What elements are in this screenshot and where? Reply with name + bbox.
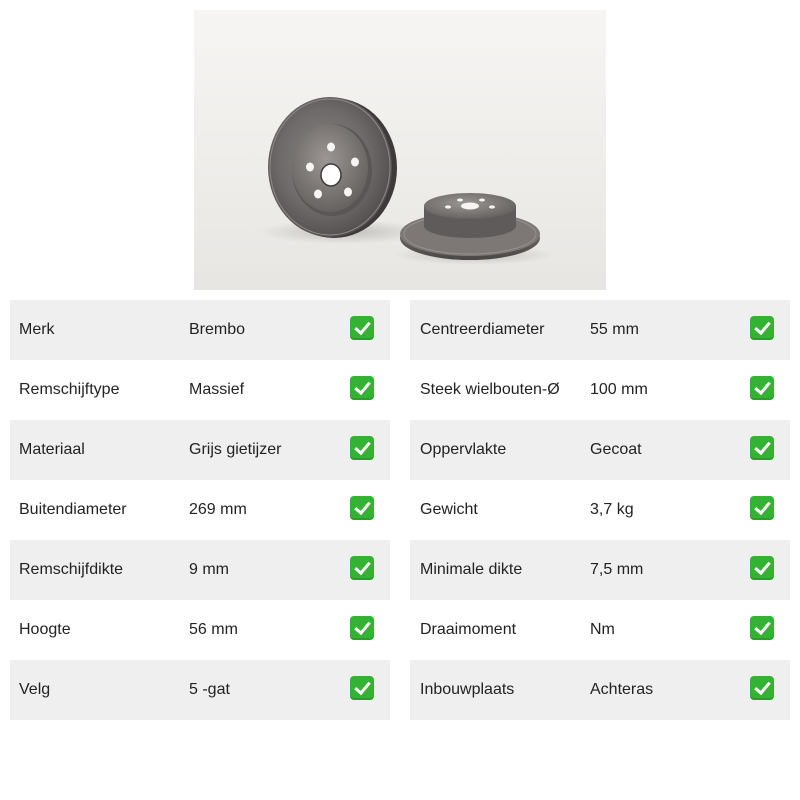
check-icon xyxy=(350,436,374,460)
spec-row-minimale-dikte xyxy=(410,540,790,600)
spec-value: Achteras xyxy=(590,681,654,698)
spec-value: 9 mm xyxy=(189,561,229,578)
spec-label: Materiaal xyxy=(19,441,85,458)
check-icon xyxy=(750,616,774,640)
spec-label: Draaimoment xyxy=(420,621,517,638)
spec-label: Minimale dikte xyxy=(420,561,523,578)
spec-value: 56 mm xyxy=(189,621,238,638)
spec-row-buitendiameter xyxy=(10,480,390,540)
brake-disc-image xyxy=(194,10,606,290)
spec-row-gewicht xyxy=(410,480,790,540)
spec-label: Centreerdiameter xyxy=(420,321,545,338)
spec-value: Brembo xyxy=(189,321,246,338)
check-icon xyxy=(350,556,374,580)
spec-value: 269 mm xyxy=(189,501,247,518)
check-icon xyxy=(350,496,374,520)
spec-label: Velg xyxy=(19,681,51,698)
spec-value: Massief xyxy=(189,381,245,398)
spec-label: Steek wielbouten-Ø xyxy=(420,381,560,398)
spec-row-hoogte xyxy=(10,600,390,660)
spec-value: 3,7 kg xyxy=(590,501,634,518)
spec-row-remschijftype xyxy=(10,360,390,420)
spec-row-centreerdiameter xyxy=(410,300,790,360)
spec-table-left xyxy=(10,300,390,720)
check-icon xyxy=(750,316,774,340)
spec-label: Gewicht xyxy=(420,501,478,518)
spec-value: 5 -gat xyxy=(189,681,230,698)
spec-label: Remschijftype xyxy=(19,381,120,398)
product-image xyxy=(194,10,606,290)
check-icon xyxy=(350,616,374,640)
check-icon xyxy=(750,676,774,700)
spec-row-inbouwplaats xyxy=(410,660,790,720)
check-icon xyxy=(350,676,374,700)
check-icon xyxy=(750,376,774,400)
spec-label: Oppervlakte xyxy=(420,441,507,458)
spec-row-oppervlakte xyxy=(410,420,790,480)
spec-row-steek-wielbouten xyxy=(410,360,790,420)
spec-row-merk xyxy=(10,300,390,360)
check-icon xyxy=(350,376,374,400)
spec-row-draaimoment xyxy=(410,600,790,660)
spec-row-velg xyxy=(10,660,390,720)
spec-value: 100 mm xyxy=(590,381,648,398)
spec-table-right xyxy=(410,300,790,720)
spec-value: Grijs gietijzer xyxy=(189,441,282,458)
spec-value: 55 mm xyxy=(590,321,639,338)
check-icon xyxy=(350,316,374,340)
spec-value: Gecoat xyxy=(590,441,642,458)
check-icon xyxy=(750,436,774,460)
check-icon xyxy=(750,496,774,520)
check-icon xyxy=(750,556,774,580)
spec-label: Buitendiameter xyxy=(19,501,127,518)
spec-row-materiaal xyxy=(10,420,390,480)
spec-value: Nm xyxy=(590,621,615,638)
spec-row-remschijfdikte xyxy=(10,540,390,600)
spec-label: Hoogte xyxy=(19,621,71,638)
spec-label: Remschijfdikte xyxy=(19,561,124,578)
spec-label: Inbouwplaats xyxy=(420,681,515,698)
spec-value: 7,5 mm xyxy=(590,561,644,578)
spec-label: Merk xyxy=(19,321,55,338)
